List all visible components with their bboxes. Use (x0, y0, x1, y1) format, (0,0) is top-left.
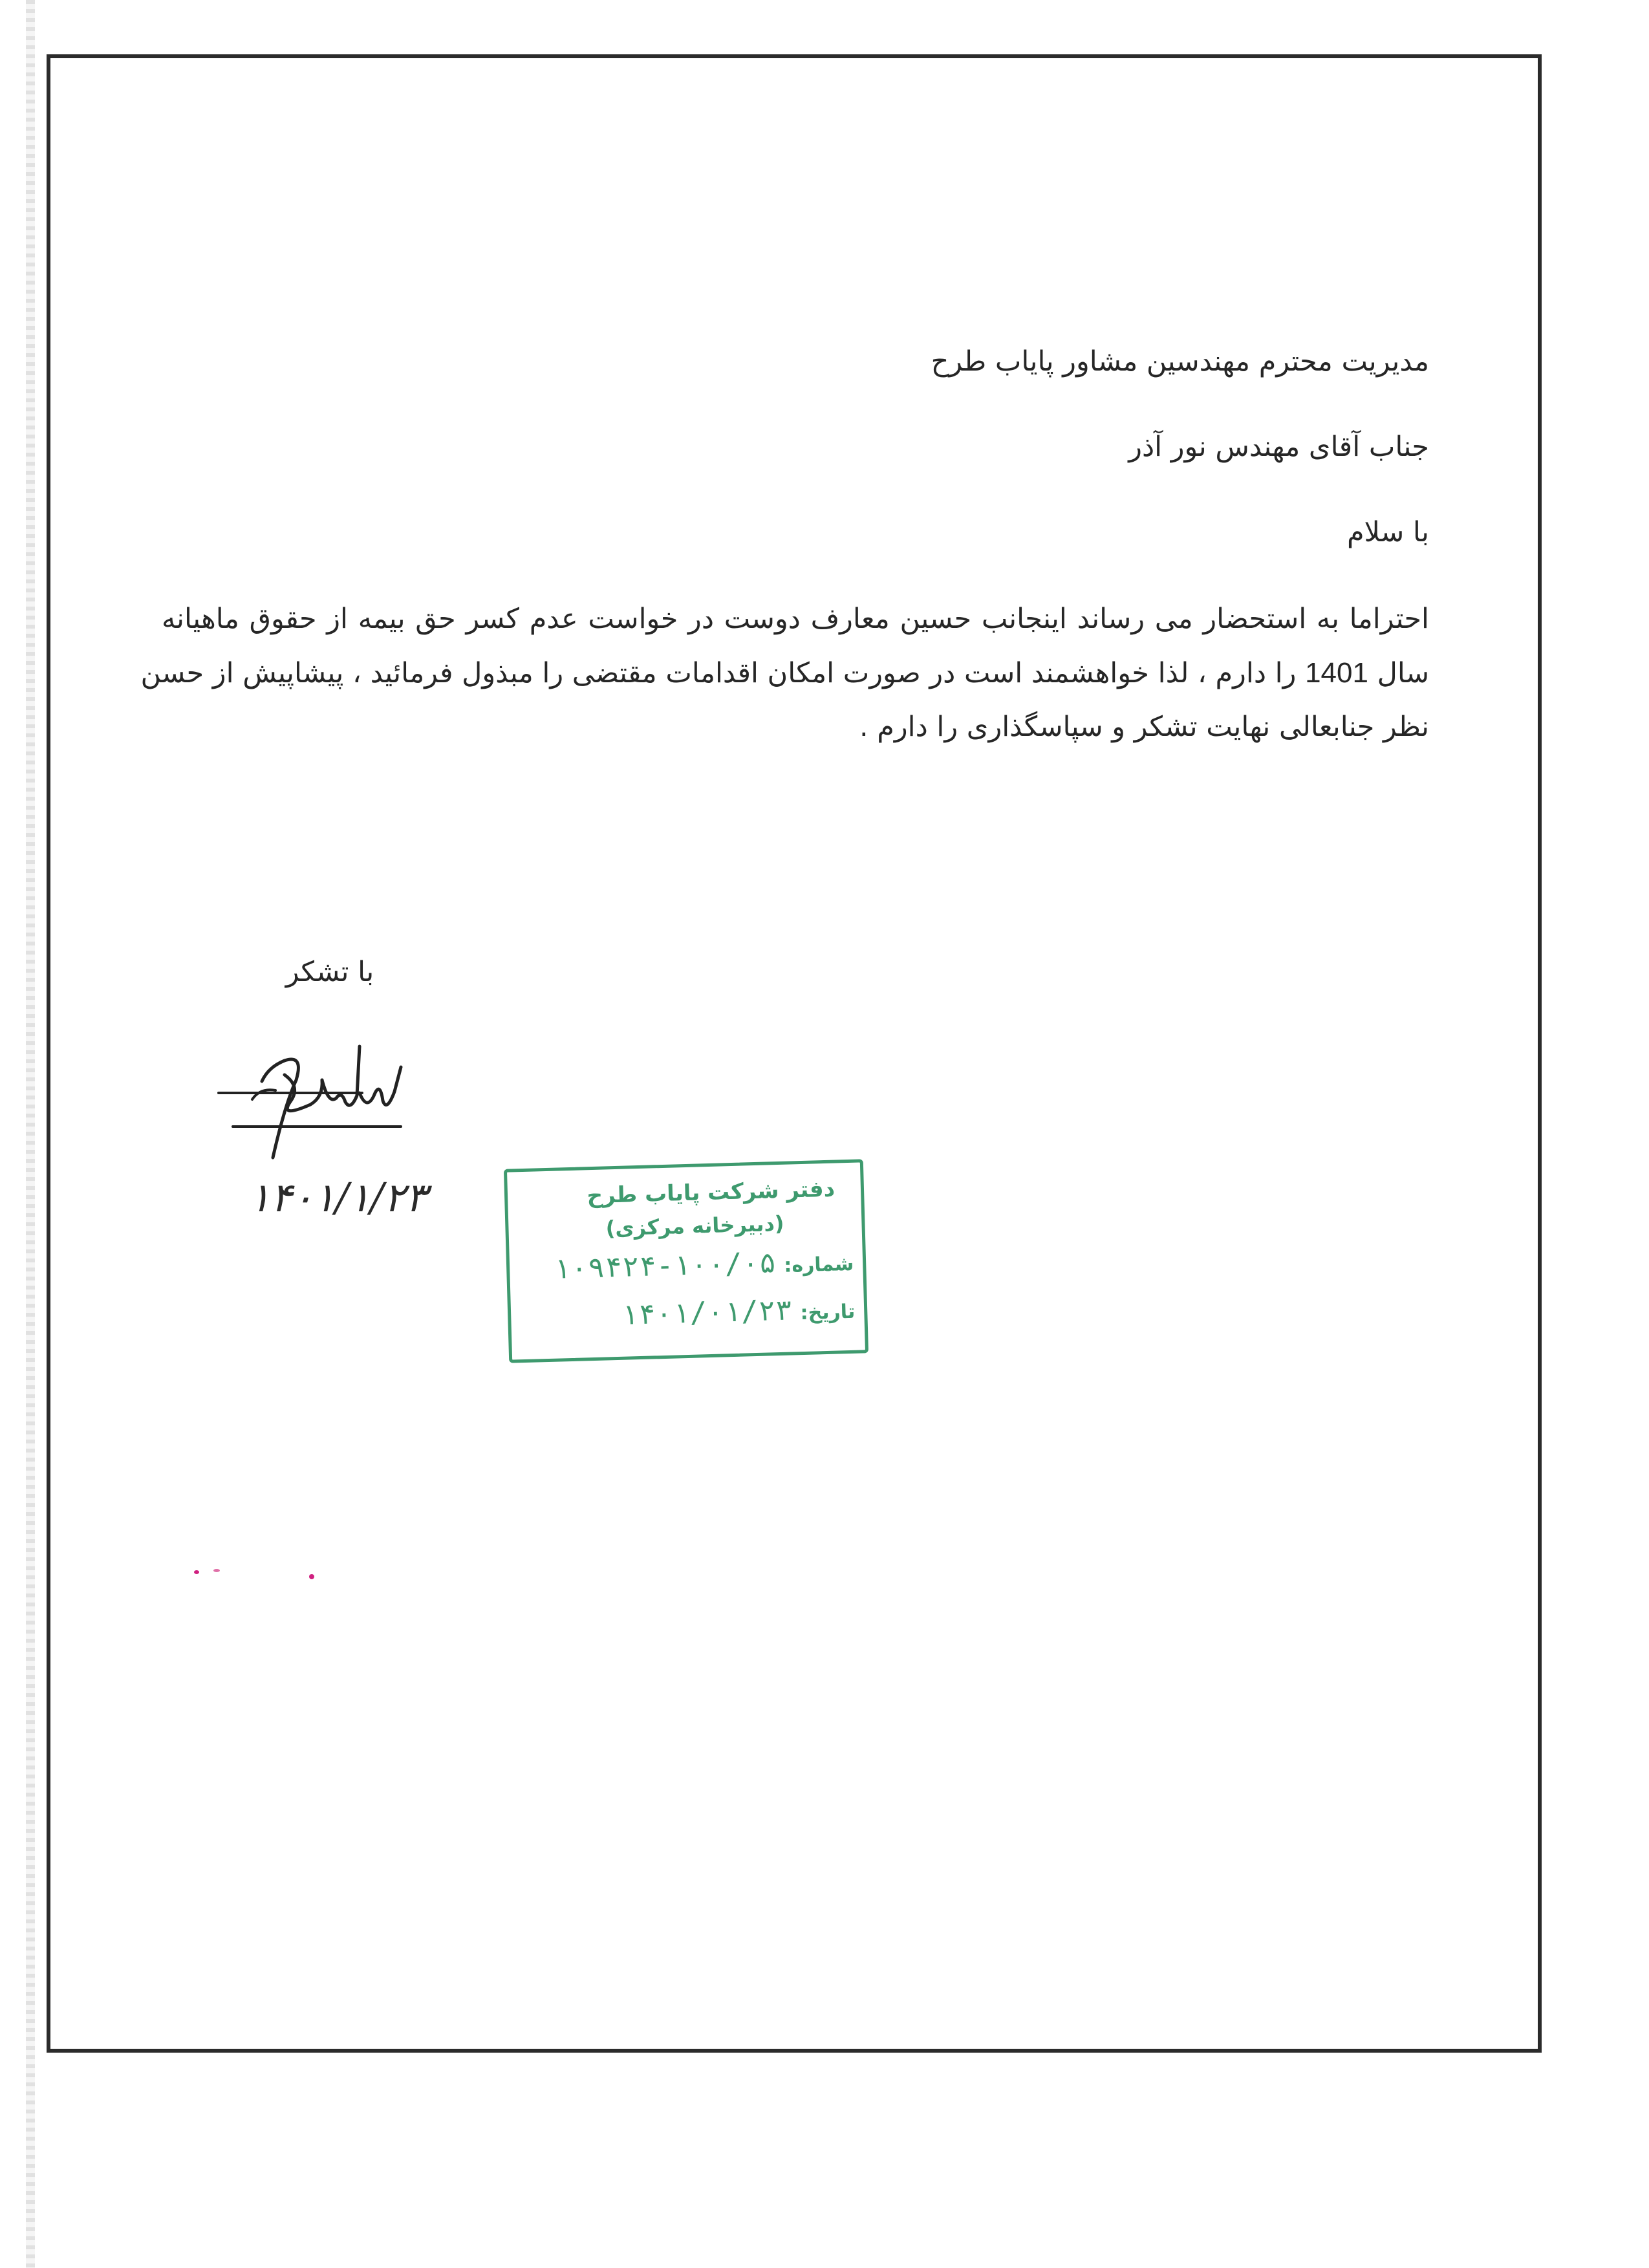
handwritten-date: ۱۴۰۱/۱/۲۳ (249, 1174, 427, 1221)
letter-body (140, 336, 1429, 754)
stamp-number-value: ۱۰۰/۰۵-۱۰۹۴۲۴ (553, 1246, 777, 1286)
scan-edge-artifact (26, 0, 35, 2268)
recipient-line-2: جناب آقای مهندس نور آذر (1128, 431, 1429, 463)
ink-speck (213, 1569, 220, 1572)
body-line-2-prefix: سال (1377, 657, 1429, 689)
year-number: 1401 (1305, 657, 1368, 689)
body-paragraph (140, 592, 1429, 754)
body-line-2-rest: را دارم ، لذا خواهشمند است در صورت امکان اقدامات مقتضی را مبذول فرمائید ، پیشاپیش از حسن (140, 657, 1297, 689)
stamp-title: دفتر شرکت پایاب طرح (587, 1176, 835, 1209)
body-line-2 (140, 646, 1429, 700)
stamp-date-value: ۱۴۰۱/۰۱/۲۳ (620, 1293, 793, 1332)
greeting: با سلام (1346, 516, 1429, 548)
closing-text: با تشکر (285, 956, 374, 988)
stamp-number-label: شماره: (783, 1252, 854, 1277)
stamp-subtitle: (دبیرخانه مرکزی) (605, 1211, 784, 1241)
handwritten-signature (213, 1028, 420, 1177)
registration-stamp (504, 1159, 868, 1363)
body-line-1: احتراما به استحضار می رساند اینجانب حسین معارف دوست در خواست عدم کسر حق بیمه از حقوق ماهیانه (162, 603, 1429, 635)
ink-speck (194, 1570, 199, 1574)
recipient-line-1: مدیریت محترم مهندسین مشاور پایاب طرح (931, 345, 1429, 378)
stamp-date-label: تاریخ: (800, 1300, 856, 1325)
stamp-number-row (553, 1244, 854, 1286)
body-line-3: نظر جنابعالی نهایت تشکر و سپاسگذاری را دارم . (859, 711, 1429, 743)
ink-speck (309, 1574, 314, 1579)
stamp-date-row (621, 1292, 856, 1332)
